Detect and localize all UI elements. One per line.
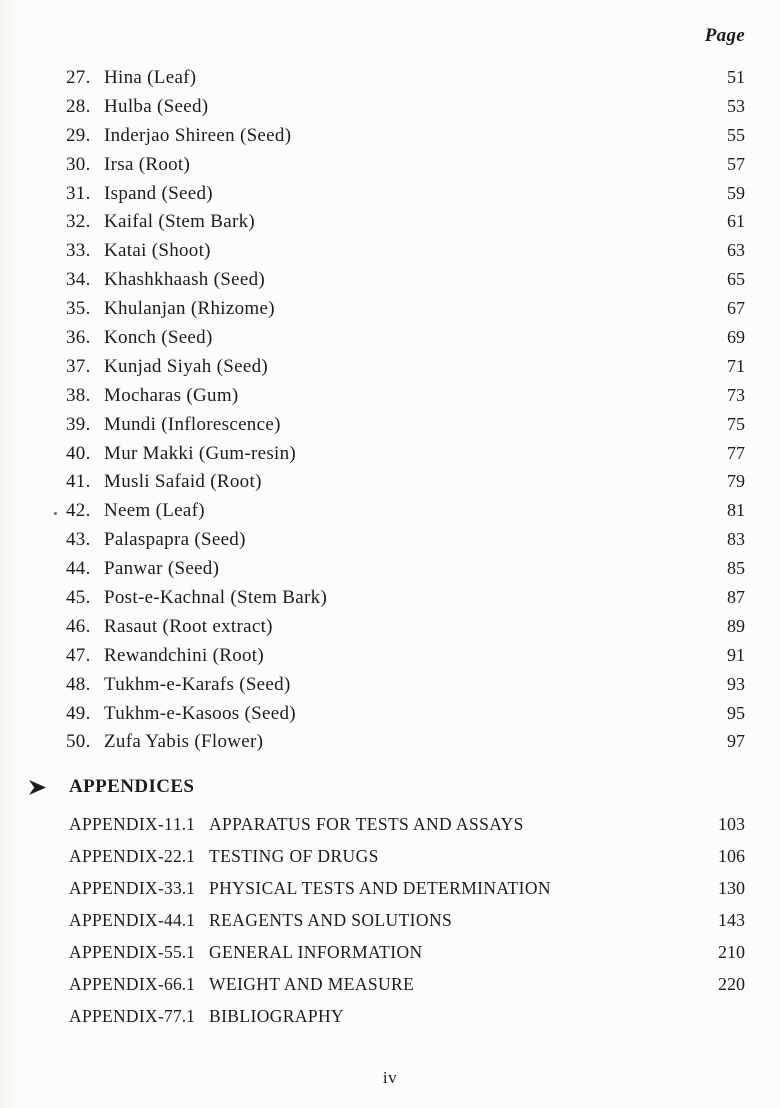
toc-item-page: 69 [727,327,745,348]
toc-item-page: 61 [727,211,745,232]
appendix-page: 106 [718,846,745,866]
toc-item-number: 46. [66,615,91,637]
toc-item-page: 83 [727,529,745,550]
appendix-title: APPARATUS FOR TESTS AND ASSAYS [209,814,524,834]
toc-item-name: Palaspapra (Seed) [104,529,246,551]
toc-item-number: 31. [66,182,91,204]
toc-item-page: 91 [727,644,745,665]
appendix-title: TESTING OF DRUGS [209,846,379,866]
toc-item-number: 42. [66,500,91,522]
toc-item-number: 33. [66,240,91,262]
toc-item-number: 45. [66,587,91,609]
toc-item-number: 43. [66,529,91,551]
toc-item-number: 32. [66,211,91,233]
appendix-title: BIBLIOGRAPHY [209,1006,345,1026]
toc-item-page: 71 [727,355,745,376]
appendix-page: 103 [718,814,745,834]
toc-row [66,583,745,612]
appendices-title: APPENDICES [69,776,195,797]
toc-item-number: 40. [66,442,91,464]
toc-item-name: Hulba (Seed) [104,95,209,117]
toc-item-number: 36. [66,327,91,349]
appendix-section-number: 7.1 [173,1006,195,1026]
appendix-label: APPENDIX-3 [69,878,174,898]
toc-item-name: Kaifal (Stem Bark) [104,211,256,233]
toc-item-number: 29. [66,124,91,146]
toc-row [66,670,745,699]
toc-row [66,294,745,323]
appendices-header [28,776,194,798]
appendix-section-number: 1.1 [173,814,195,834]
appendix-section-number: 2.1 [173,846,195,866]
toc-row [66,265,745,294]
toc-row [66,92,745,121]
toc-item-page: 87 [727,587,745,608]
appendix-page: 210 [718,942,745,962]
appendix-page: 130 [718,878,745,898]
toc-item-name: Musli Safaid (Root) [104,471,262,493]
appendix-page: 143 [718,910,745,930]
toc-item-page: 95 [727,702,745,723]
toc-row [66,439,745,468]
toc-item-number: 44. [66,558,91,580]
appendix-label: APPENDIX-6 [69,974,174,994]
toc-row [66,121,745,150]
stray-dot-artifact [54,512,57,515]
appendix-row [69,968,745,1000]
toc-item-page: 85 [727,558,745,579]
toc-item-name: Zufa Yabis (Flower) [104,731,264,753]
page-number-footer: iv [382,1068,398,1087]
toc-item-name: Irsa (Root) [104,153,191,175]
toc-item-name: Tukhm-e-Karafs (Seed) [104,673,291,695]
page-column-header: Page [704,25,745,46]
appendix-row [69,808,745,840]
toc-item-page: 79 [727,471,745,492]
toc-item-page: 67 [727,298,745,319]
toc-item-name: Panwar (Seed) [104,558,220,580]
toc-item-page: 97 [727,731,745,752]
toc-item-name: Tukhm-e-Kasoos (Seed) [104,702,296,724]
appendix-label: APPENDIX-2 [69,846,174,866]
appendix-row [69,936,745,968]
toc-row [66,525,745,554]
toc-item-name: Inderjao Shireen (Seed) [104,124,292,146]
toc-item-number: 30. [66,153,91,175]
appendix-row [69,904,745,936]
toc-item-page: 59 [727,182,745,203]
toc-item-name: Kunjad Siyah (Seed) [104,355,268,377]
toc-row [66,554,745,583]
toc-item-name: Khashkhaash (Seed) [104,269,266,291]
toc-item-name: Katai (Shoot) [104,240,211,262]
toc-item-page: 65 [727,269,745,290]
toc-list [66,63,745,756]
appendix-label: APPENDIX-1 [69,814,174,834]
toc-item-page: 51 [727,67,745,87]
toc-item-number: 49. [66,702,91,724]
toc-row [66,641,745,670]
toc-item-page: 75 [727,413,745,434]
toc-row [66,352,745,381]
appendix-page: 220 [718,974,745,994]
toc-item-name: Rewandchini (Root) [104,644,265,666]
toc-item-name: Hina (Leaf) [104,67,197,88]
appendix-title: PHYSICAL TESTS AND DETERMINATION [209,878,551,898]
toc-item-number: 28. [66,95,91,117]
toc-item-number: 39. [66,413,91,435]
toc-row [66,467,745,496]
appendices-table [69,808,745,1032]
appendix-label: APPENDIX-4 [69,910,174,930]
toc-item-name: Konch (Seed) [104,327,213,349]
toc-row [66,207,745,236]
appendix-section-number: 4.1 [173,910,195,930]
toc-row [66,727,745,756]
toc-item-number: 34. [66,269,91,291]
appendix-section-number: 6.1 [173,974,195,994]
toc-item-name: Post-e-Kachnal (Stem Bark) [104,587,328,609]
toc-item-page: 89 [727,615,745,636]
toc-item-name: Mocharas (Gum) [104,384,239,406]
toc-row [66,410,745,439]
toc-row [66,63,745,92]
appendix-title: REAGENTS AND SOLUTIONS [209,910,453,930]
toc-row [66,150,745,179]
toc-item-page: 57 [727,153,745,174]
appendix-row [69,1000,745,1032]
toc-item-name: Khulanjan (Rhizome) [104,298,275,320]
toc-item-name: Ispand (Seed) [104,182,213,204]
appendix-label: APPENDIX-7 [69,1006,174,1026]
toc-item-number: 38. [66,384,91,406]
appendix-section-number: 5.1 [173,942,195,962]
toc-row [66,496,745,525]
toc-row [66,699,745,728]
toc-item-number: 27. [66,67,91,88]
toc-item-name: Rasaut (Root extract) [104,615,273,637]
appendix-row [69,840,745,872]
appendix-title: WEIGHT AND MEASURE [209,974,415,994]
toc-item-number: 47. [66,644,91,666]
toc-item-page: 53 [727,95,745,116]
toc-row [66,236,745,265]
toc-item-page: 73 [727,384,745,405]
toc-item-page: 55 [727,124,745,145]
toc-item-number: 37. [66,355,91,377]
toc-row [66,381,745,410]
appendix-section-number: 3.1 [173,878,195,898]
appendix-title: GENERAL INFORMATION [209,942,423,962]
toc-item-page: 77 [727,442,745,463]
toc-item-name: Mundi (Inflorescence) [104,413,281,435]
appendix-label: APPENDIX-5 [69,942,174,962]
arrow-bullet-icon [28,779,47,796]
appendix-row [69,872,745,904]
toc-item-page: 81 [727,500,745,521]
toc-item-name: Neem (Leaf) [104,500,205,522]
toc-item-name: Mur Makki (Gum-resin) [104,442,297,464]
toc-item-page: 93 [727,673,745,694]
toc-row [66,179,745,208]
toc-item-number: 41. [66,471,91,493]
toc-item-number: 35. [66,298,91,320]
toc-item-number: 48. [66,673,91,695]
toc-item-page: 63 [727,240,745,261]
toc-item-number: 50. [66,731,91,753]
toc-row [66,323,745,352]
toc-row [66,612,745,641]
